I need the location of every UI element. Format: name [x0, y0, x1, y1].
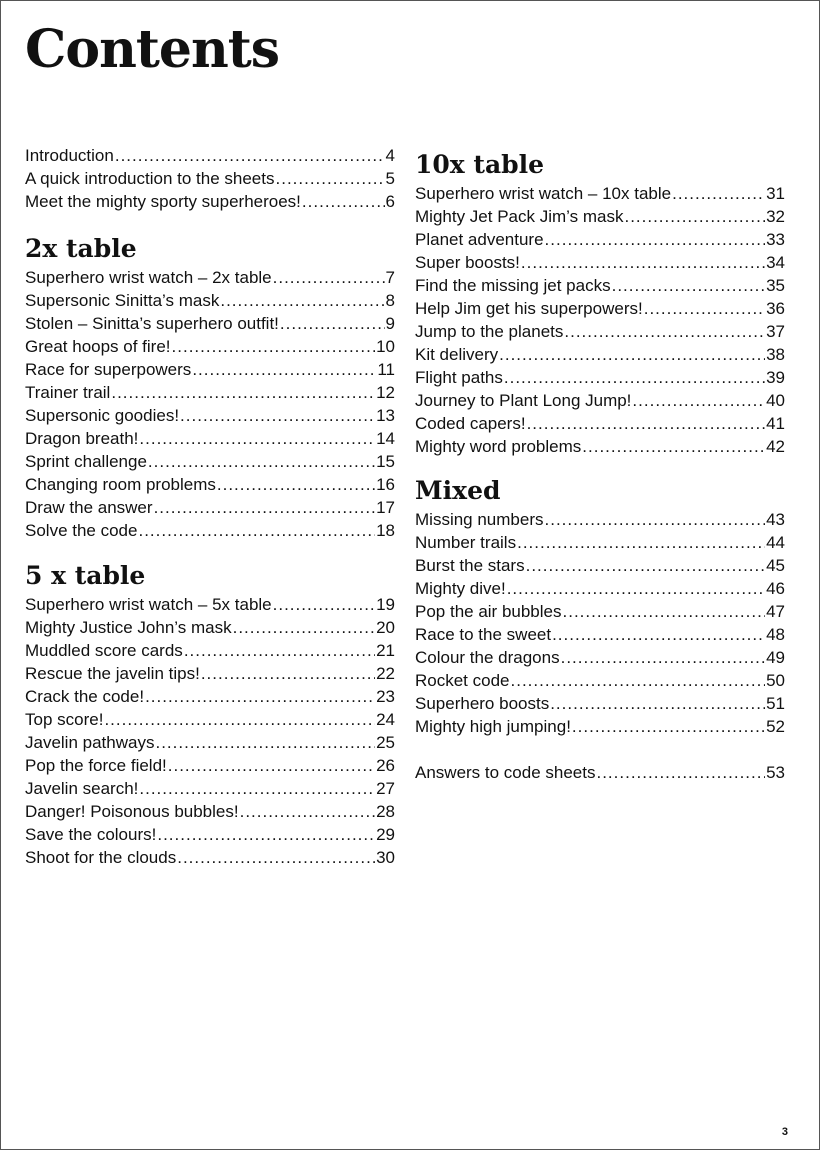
toc-entry-page: 25 — [376, 733, 395, 752]
toc-entry[interactable] — [25, 685, 395, 708]
toc-entry-label: A quick introduction to the sheets — [25, 169, 275, 188]
dot-leader — [624, 205, 765, 228]
toc-entry[interactable] — [25, 335, 395, 358]
toc-entry[interactable] — [415, 692, 785, 715]
toc-entry-label: Mighty high jumping! — [415, 717, 571, 736]
toc-entry-page: 35 — [766, 276, 785, 295]
toc-entry-page: 12 — [376, 383, 395, 402]
toc-entry-label: Solve the code — [25, 521, 138, 540]
dot-leader — [172, 335, 376, 358]
toc-entry-label: Pop the force field! — [25, 756, 167, 775]
toc-entry-page: 44 — [766, 533, 785, 552]
toc-entry-answers[interactable] — [415, 761, 785, 784]
toc-entry-page: 17 — [376, 498, 395, 517]
toc-entry[interactable] — [25, 639, 395, 662]
toc-entry-page: 22 — [376, 664, 395, 683]
toc-entry-page: 33 — [766, 230, 785, 249]
toc-entry-page: 32 — [766, 207, 785, 226]
dot-leader — [154, 496, 376, 519]
dot-leader — [104, 708, 375, 731]
toc-entry-page: 41 — [766, 414, 785, 433]
toc-entry-label: Supersonic Sinitta’s mask — [25, 291, 220, 310]
toc-entry-label: Javelin pathways — [25, 733, 155, 752]
toc-entry-page: 8 — [385, 291, 395, 310]
dot-leader — [180, 404, 375, 427]
toc-entry[interactable] — [415, 320, 785, 343]
toc-entry-page: 14 — [376, 429, 395, 448]
toc-entry-page: 6 — [385, 192, 395, 211]
toc-entry-page: 53 — [766, 763, 785, 782]
toc-entry[interactable] — [415, 623, 785, 646]
toc-entry[interactable] — [25, 823, 395, 846]
toc-entry-label: Great hoops of fire! — [25, 337, 171, 356]
dot-leader — [564, 320, 765, 343]
toc-entry-label: Introduction — [25, 146, 114, 165]
toc-entry-label: Stolen – Sinitta’s superhero outfit! — [25, 314, 279, 333]
toc-entry-label: Superhero wrist watch – 5x table — [25, 595, 272, 614]
dot-leader — [138, 519, 375, 542]
dot-leader — [644, 297, 765, 320]
toc-entry[interactable] — [415, 366, 785, 389]
dot-leader — [521, 251, 765, 274]
toc-entry[interactable] — [415, 600, 785, 623]
toc-entry-page: 13 — [376, 406, 395, 425]
toc-entry-page: 19 — [376, 595, 395, 614]
toc-entry-page: 39 — [766, 368, 785, 387]
dot-leader — [507, 577, 765, 600]
dot-leader — [552, 623, 765, 646]
toc-entry[interactable] — [415, 228, 785, 251]
toc-entry-page: 15 — [376, 452, 395, 471]
section-heading-mixed: Mixed — [415, 476, 501, 505]
toc-entry-page: 28 — [376, 802, 395, 821]
toc-entry-label: Coded capers! — [415, 414, 526, 433]
dot-leader — [672, 182, 765, 205]
dot-leader — [511, 669, 766, 692]
dot-leader — [148, 450, 375, 473]
toc-entry[interactable] — [415, 297, 785, 320]
toc-entry-page: 29 — [376, 825, 395, 844]
dot-leader — [177, 846, 375, 869]
toc-entry[interactable] — [415, 343, 785, 366]
toc-entry-label: Trainer trail — [25, 383, 111, 402]
toc-entry[interactable] — [25, 190, 395, 213]
toc-entry[interactable] — [25, 731, 395, 754]
toc-entry-page: 34 — [766, 253, 785, 272]
toc-entry[interactable] — [25, 846, 395, 869]
toc-entry-label: Danger! Poisonous bubbles! — [25, 802, 239, 821]
toc-entry[interactable] — [415, 531, 785, 554]
toc-entry[interactable] — [415, 508, 785, 531]
toc-entry[interactable] — [25, 754, 395, 777]
toc-entry-page: 47 — [766, 602, 785, 621]
dot-leader — [561, 646, 765, 669]
toc-entry-page: 43 — [766, 510, 785, 529]
toc-entry-label: Muddled score cards — [25, 641, 183, 660]
toc-entry[interactable] — [25, 312, 395, 335]
toc-entry-page: 42 — [766, 437, 785, 456]
toc-entry[interactable] — [415, 715, 785, 738]
toc-entry[interactable] — [25, 708, 395, 731]
toc-entry[interactable] — [25, 519, 395, 542]
dot-leader — [139, 777, 375, 800]
section-heading-2x: 2x table — [25, 234, 137, 263]
toc-entry[interactable] — [25, 381, 395, 404]
toc-entry-label: Supersonic goodies! — [25, 406, 180, 425]
toc-entry-label: Top score! — [25, 710, 104, 729]
dot-leader — [111, 381, 375, 404]
dot-leader — [504, 366, 765, 389]
toc-entry-page: 24 — [376, 710, 395, 729]
toc-entry-label: Superhero boosts — [415, 694, 550, 713]
toc-entry-page: 40 — [766, 391, 785, 410]
toc-entry[interactable] — [25, 144, 395, 167]
toc-entry-page: 45 — [766, 556, 785, 575]
dot-leader — [273, 593, 375, 616]
toc-entry-label: Journey to Plant Long Jump! — [415, 391, 632, 410]
dot-leader — [233, 616, 375, 639]
toc-entry[interactable] — [25, 593, 395, 616]
toc-entry[interactable] — [25, 167, 395, 190]
toc-entry[interactable] — [415, 182, 785, 205]
dot-leader — [527, 412, 766, 435]
toc-entry-page: 38 — [766, 345, 785, 364]
toc-entry-label: Burst the stars — [415, 556, 525, 575]
toc-entry[interactable] — [415, 274, 785, 297]
toc-entry[interactable] — [25, 427, 395, 450]
toc-entry-page: 11 — [377, 360, 395, 379]
toc-entry[interactable] — [25, 662, 395, 685]
dot-leader — [499, 343, 765, 366]
toc-entry-page: 37 — [766, 322, 785, 341]
toc-entry-page: 51 — [766, 694, 785, 713]
dot-leader — [545, 508, 766, 531]
toc-entry[interactable] — [415, 251, 785, 274]
dot-leader — [168, 754, 375, 777]
dot-leader — [155, 731, 375, 754]
toc-entry[interactable] — [25, 473, 395, 496]
dot-leader — [145, 685, 375, 708]
dot-leader — [273, 266, 385, 289]
section-list-mixed — [415, 508, 785, 738]
dot-leader — [192, 358, 376, 381]
toc-entry[interactable] — [415, 669, 785, 692]
toc-entry-label: Super boosts! — [415, 253, 520, 272]
toc-entry-label: Mighty dive! — [415, 579, 506, 598]
toc-entry-page: 5 — [385, 169, 395, 188]
dot-leader — [612, 274, 765, 297]
toc-entry[interactable] — [415, 554, 785, 577]
toc-entry-page: 31 — [766, 184, 785, 203]
dot-leader — [139, 427, 375, 450]
toc-entry[interactable] — [25, 616, 395, 639]
dot-leader — [157, 823, 375, 846]
toc-entry-label: Rocket code — [415, 671, 510, 690]
toc-entry-label: Dragon breath! — [25, 429, 139, 448]
toc-entry-label: Race to the sweet — [415, 625, 552, 644]
toc-entry-label: Race for superpowers — [25, 360, 192, 379]
dot-leader — [582, 435, 765, 458]
toc-entry-page: 46 — [766, 579, 785, 598]
toc-entry[interactable] — [25, 266, 395, 289]
toc-entry-label: Pop the air bubbles — [415, 602, 562, 621]
left-column — [25, 144, 395, 869]
toc-entry-page: 36 — [766, 299, 785, 318]
right-column — [415, 148, 785, 784]
toc-entry[interactable] — [25, 496, 395, 519]
toc-entry-page: 48 — [766, 625, 785, 644]
toc-entry[interactable] — [25, 777, 395, 800]
toc-entry-page: 26 — [376, 756, 395, 775]
toc-entry-page: 10 — [376, 337, 395, 356]
toc-entry-label: Colour the dragons — [415, 648, 560, 667]
toc-entry-page: 50 — [766, 671, 785, 690]
section-heading-10x: 10x table — [415, 150, 545, 179]
toc-entry-page: 21 — [376, 641, 395, 660]
dot-leader — [526, 554, 765, 577]
toc-entry-page: 30 — [376, 848, 395, 867]
toc-entry-label: Superhero wrist watch – 10x table — [415, 184, 672, 203]
toc-entry-label: Meet the mighty sporty superheroes! — [25, 192, 301, 211]
toc-entry[interactable] — [25, 450, 395, 473]
toc-entry-label: Find the missing jet packs — [415, 276, 611, 295]
toc-entry[interactable] — [25, 800, 395, 823]
toc-entry[interactable] — [25, 404, 395, 427]
toc-entry[interactable] — [415, 577, 785, 600]
section-heading-5x: 5 x table — [25, 561, 146, 590]
toc-entry[interactable] — [415, 205, 785, 228]
page-title: Contents — [25, 19, 280, 80]
dot-leader — [217, 473, 375, 496]
toc-entry-label: Sprint challenge — [25, 452, 147, 471]
toc-entry-label: Crack the code! — [25, 687, 145, 706]
dot-leader — [280, 312, 385, 335]
dot-leader — [545, 228, 766, 251]
section-list-5x — [25, 593, 395, 869]
toc-entry-label: Flight paths — [415, 368, 503, 387]
toc-entry-label: Jump to the planets — [415, 322, 564, 341]
toc-entry[interactable] — [415, 412, 785, 435]
toc-entry-label: Rescue the javelin tips! — [25, 664, 200, 683]
toc-entry-page: 27 — [376, 779, 395, 798]
section-list-10x — [415, 182, 785, 458]
dot-leader — [517, 531, 765, 554]
toc-entry-label: Number trails — [415, 533, 517, 552]
toc-entry-label: Draw the answer — [25, 498, 153, 517]
toc-entry-label: Answers to code sheets — [415, 763, 596, 782]
toc-entry-page: 16 — [376, 475, 395, 494]
dot-leader — [240, 800, 375, 823]
dot-leader — [550, 692, 765, 715]
toc-entry-label: Kit delivery — [415, 345, 499, 364]
toc-entry[interactable] — [415, 389, 785, 412]
toc-entry-page: 52 — [766, 717, 785, 736]
dot-leader — [115, 144, 385, 167]
toc-entry-page: 7 — [385, 268, 395, 287]
intro-list — [25, 144, 395, 213]
toc-entry-page: 9 — [385, 314, 395, 333]
dot-leader — [302, 190, 385, 213]
toc-entry-label: Shoot for the clouds — [25, 848, 177, 867]
toc-entry[interactable] — [25, 358, 395, 381]
toc-entry[interactable] — [415, 435, 785, 458]
toc-entry-page: 20 — [376, 618, 395, 637]
dot-leader — [632, 389, 765, 412]
dot-leader — [276, 167, 385, 190]
toc-entry-label: Javelin search! — [25, 779, 139, 798]
dot-leader — [572, 715, 765, 738]
dot-leader — [596, 761, 765, 784]
dot-leader — [220, 289, 384, 312]
toc-entry-page: 49 — [766, 648, 785, 667]
toc-entry-label: Mighty Jet Pack Jim’s mask — [415, 207, 624, 226]
toc-entry[interactable] — [25, 289, 395, 312]
toc-entry[interactable] — [415, 646, 785, 669]
toc-entry-label: Mighty Justice John’s mask — [25, 618, 232, 637]
toc-entry-label: Help Jim get his superpowers! — [415, 299, 643, 318]
dot-leader — [201, 662, 375, 685]
dot-leader — [563, 600, 766, 623]
toc-entry-page: 4 — [385, 146, 395, 165]
dot-leader — [184, 639, 375, 662]
toc-entry-label: Save the colours! — [25, 825, 157, 844]
toc-entry-page: 23 — [376, 687, 395, 706]
page-number: 3 — [781, 1126, 788, 1138]
toc-entry-label: Mighty word problems — [415, 437, 582, 456]
toc-entry-label: Missing numbers — [415, 510, 544, 529]
toc-entry-label: Superhero wrist watch – 2x table — [25, 268, 272, 287]
toc-entry-label: Planet adventure — [415, 230, 544, 249]
toc-entry-label: Changing room problems — [25, 475, 216, 494]
section-list-2x — [25, 266, 395, 542]
toc-entry-page: 18 — [376, 521, 395, 540]
